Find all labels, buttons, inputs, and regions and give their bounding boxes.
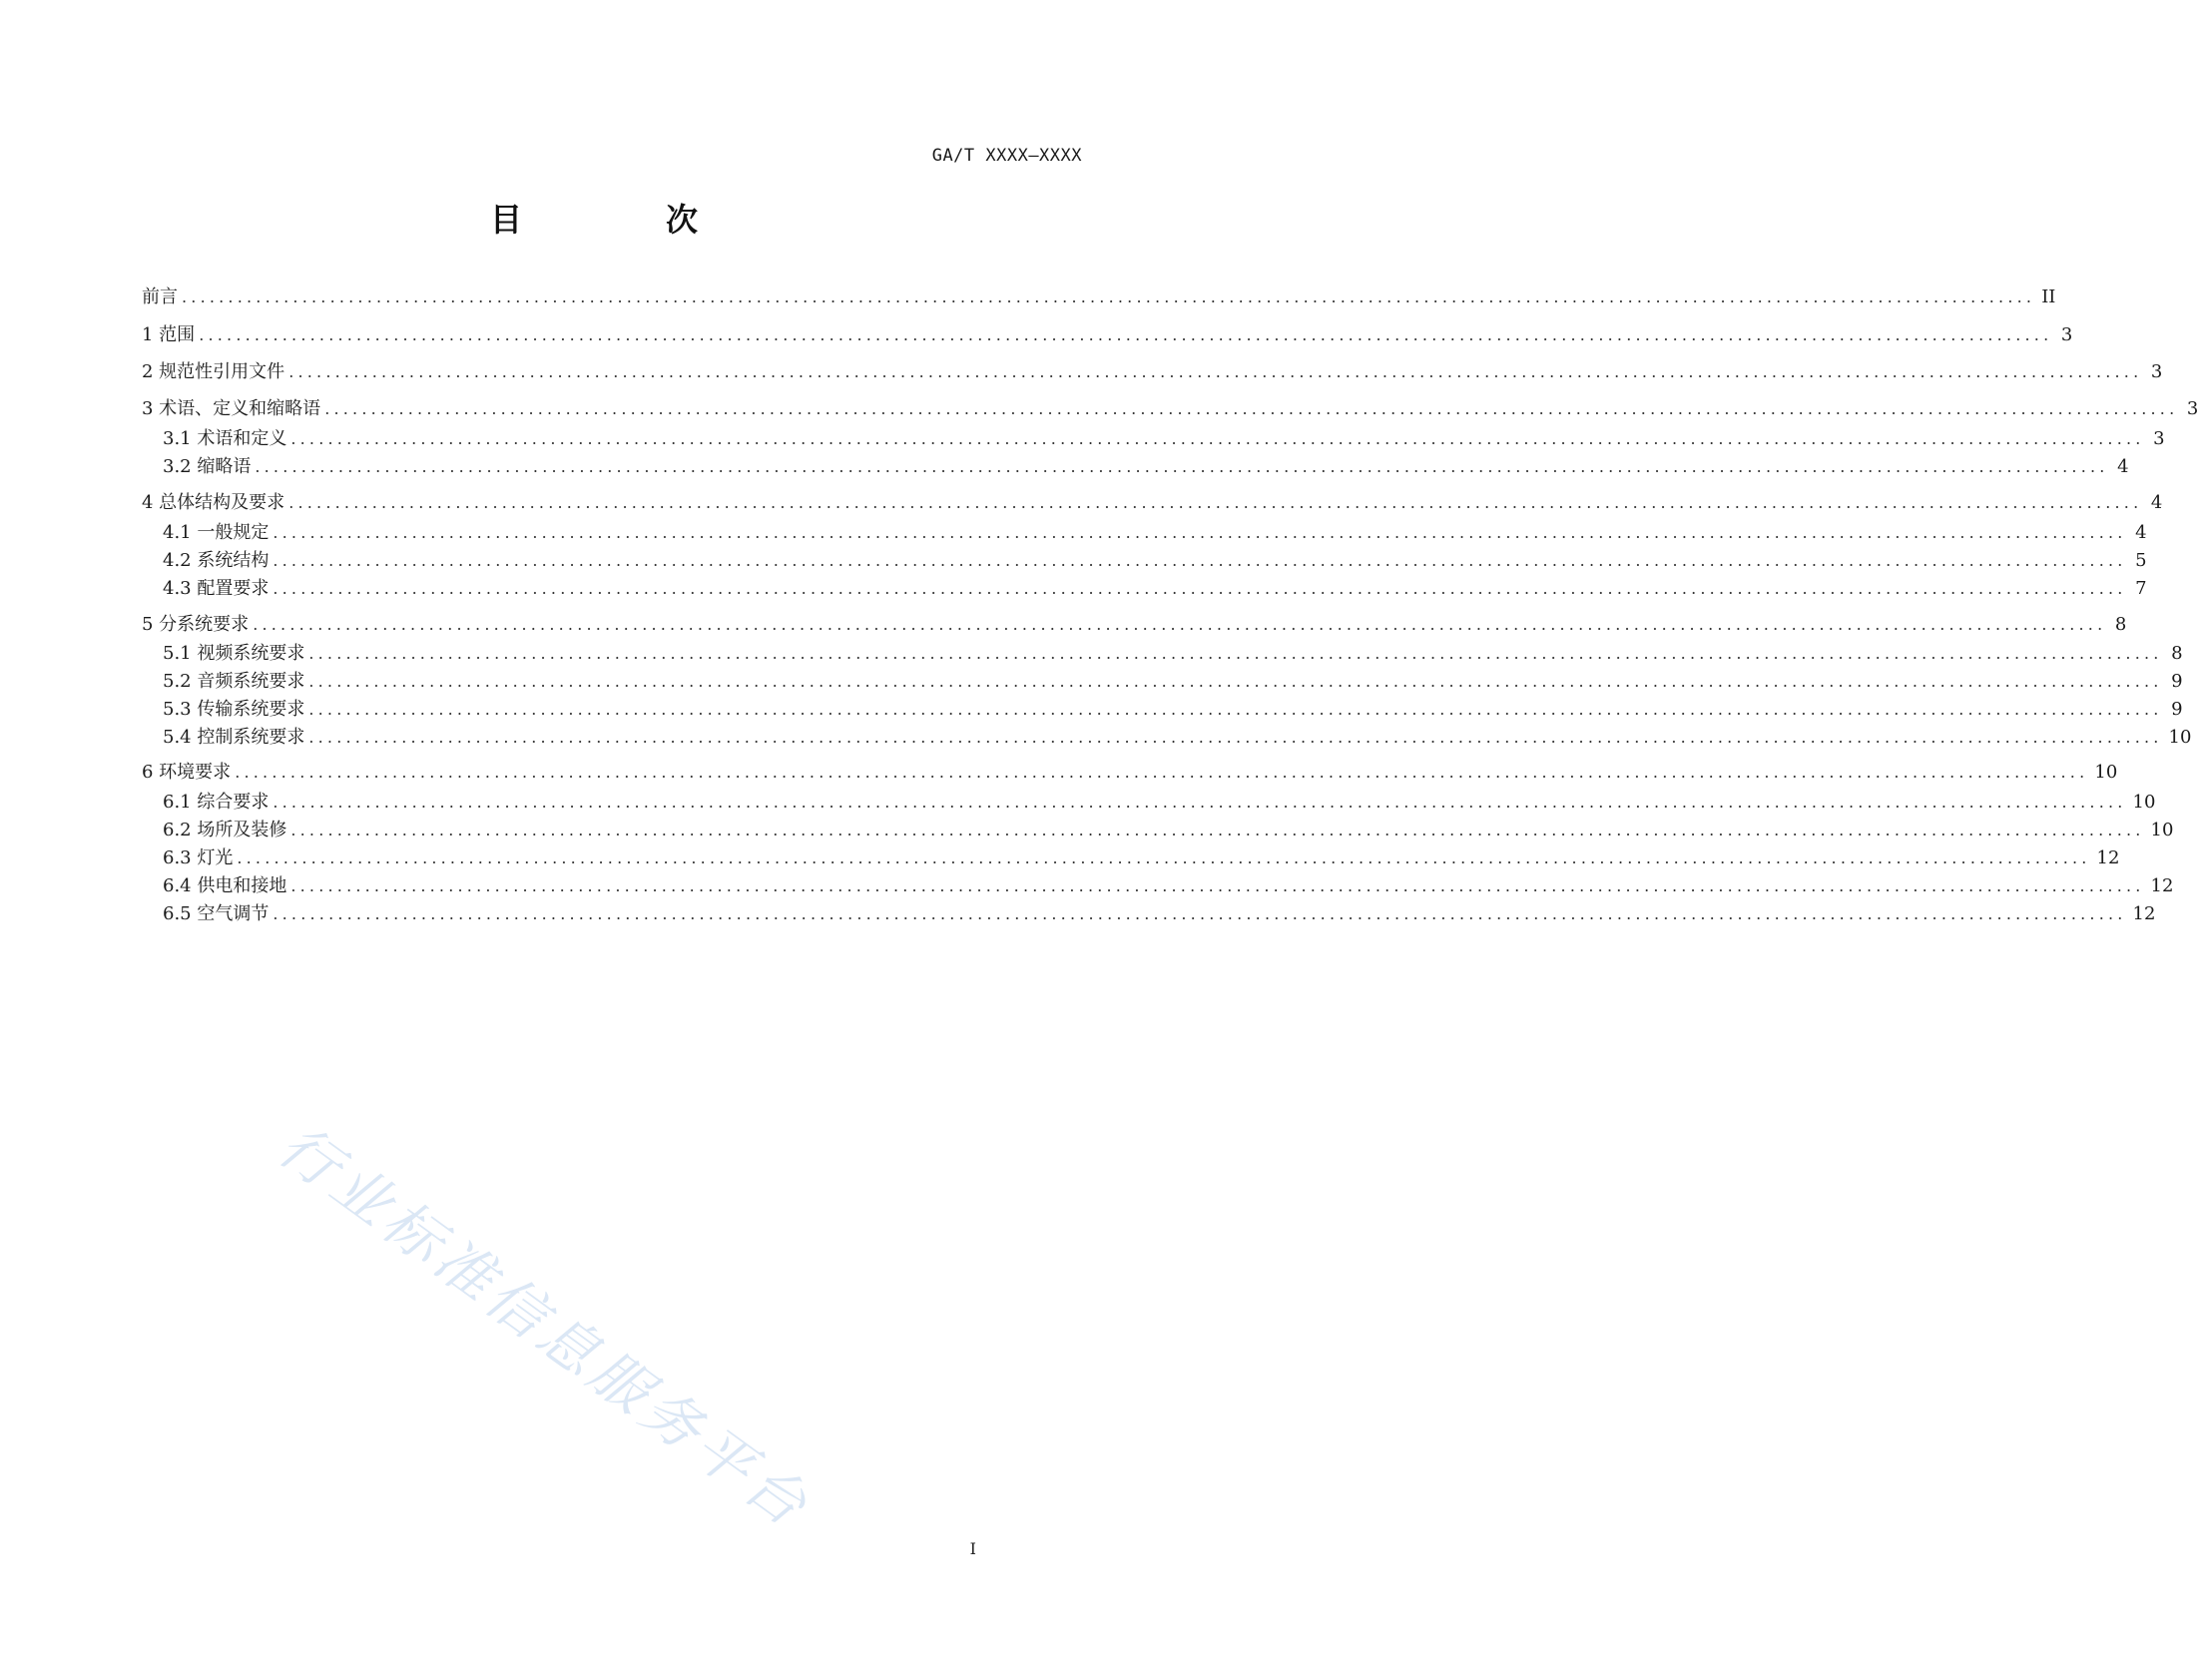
toc-entry[interactable] <box>142 491 2163 515</box>
document-code: GA/T XXXX—XXXX <box>931 146 1082 166</box>
toc-entry-label: 3.1 术语和定义 <box>163 428 287 449</box>
toc-entry[interactable] <box>142 323 2073 347</box>
toc-entry[interactable] <box>142 360 2163 384</box>
toc-dot-leader: ........................................................................................................................................................................................................ <box>199 325 2053 344</box>
toc-entry-page: 10 <box>2132 792 2156 813</box>
toc-dot-leader: ........................................................................................................................................................................................................ <box>288 362 2143 381</box>
toc-entry-label: 3 术语、定义和缩略语 <box>142 398 321 419</box>
toc-entry[interactable] <box>142 397 2198 421</box>
toc-entry-page: 9 <box>2171 699 2183 720</box>
toc-dot-leader: ........................................................................................................................................................................................................ <box>273 523 2127 542</box>
toc-entry-label: 3.2 缩略语 <box>163 456 252 477</box>
toc-dot-leader: ........................................................................................................................................................................................................ <box>308 644 2163 663</box>
toc-entry-label: 6 环境要求 <box>142 762 232 783</box>
toc-entry-page: 10 <box>2150 820 2174 840</box>
toc-entry[interactable] <box>163 521 2147 545</box>
toc-entry-label: 5.1 视频系统要求 <box>163 643 305 664</box>
toc-entry-label: 6.2 场所及装修 <box>163 820 287 840</box>
toc-entry-page: 8 <box>2171 643 2183 664</box>
toc-entry-page: 10 <box>2168 727 2192 748</box>
toc-entry-label: 5.3 传输系统要求 <box>163 699 305 720</box>
toc-entry-page: 12 <box>2096 847 2120 868</box>
toc-entry-label: 6.3 灯光 <box>163 847 234 868</box>
toc-entry[interactable] <box>163 427 2165 451</box>
toc-dot-leader: ........................................................................................................................................................................................................ <box>324 399 2179 418</box>
toc-title: 目 次 <box>489 201 754 239</box>
toc-dot-leader: ........................................................................................................................................................................................................ <box>235 763 2089 782</box>
toc-dot-leader: ........................................................................................................................................................................................................ <box>290 821 2145 840</box>
toc-dot-leader: ........................................................................................................................................................................................................ <box>308 672 2163 691</box>
toc-entry-label: 前言 <box>142 286 178 307</box>
toc-entry[interactable] <box>142 285 2056 309</box>
toc-entry-label: 6.5 空气调节 <box>163 903 270 924</box>
toc-entry-label: 5.4 控制系统要求 <box>163 727 305 748</box>
toc-entry-page: 8 <box>2114 614 2127 635</box>
toc-entry[interactable] <box>163 670 2183 694</box>
toc-entry-label: 4.1 一般规定 <box>163 522 270 543</box>
toc-entry-label: 5.2 音频系统要求 <box>163 671 305 692</box>
toc-entry-label: 2 规范性引用文件 <box>142 361 285 382</box>
toc-entry-label: 5 分系统要求 <box>142 614 250 635</box>
toc-entry[interactable] <box>163 819 2174 842</box>
toc-entry-label: 6.4 供电和接地 <box>163 875 287 896</box>
toc-dot-leader: ........................................................................................................................................................................................................ <box>308 728 2163 747</box>
toc-entry[interactable] <box>163 577 2147 601</box>
toc-dot-leader: ........................................................................................................................................................................................................ <box>255 457 2109 476</box>
toc-entry-label: 1 范围 <box>142 324 196 345</box>
toc-entry[interactable] <box>163 642 2183 666</box>
toc-dot-leader: ........................................................................................................................................................................................................ <box>273 551 2127 570</box>
page-number: I <box>969 1539 976 1558</box>
toc-dot-leader: ........................................................................................................................................................................................................ <box>308 700 2163 719</box>
toc-entry-page: 10 <box>2094 762 2118 783</box>
toc-dot-leader: ........................................................................................................................................................................................................ <box>273 793 2127 812</box>
toc-entry-page: 3 <box>2060 324 2073 345</box>
toc-entry-page: 3 <box>2186 398 2198 419</box>
toc-entry-page: 4 <box>2135 522 2147 543</box>
toc-entry[interactable] <box>163 874 2174 898</box>
toc-entry-label: 4 总体结构及要求 <box>142 492 285 513</box>
toc-entry-page: 7 <box>2135 578 2147 599</box>
toc-entry[interactable] <box>163 846 2120 870</box>
toc-entry[interactable] <box>142 761 2118 785</box>
toc-entry-page: 4 <box>2117 456 2129 477</box>
toc-dot-leader: ........................................................................................................................................................................................................ <box>273 904 2127 923</box>
toc-entry-page: 12 <box>2132 903 2156 924</box>
toc-entry[interactable] <box>142 613 2127 637</box>
toc-dot-leader: ........................................................................................................................................................................................................ <box>290 429 2145 448</box>
toc-entry-page: 9 <box>2171 671 2183 692</box>
toc-entry[interactable] <box>163 726 2192 750</box>
toc-entry-page: 3 <box>2153 428 2165 449</box>
toc-entry[interactable] <box>163 902 2156 926</box>
toc-entry[interactable] <box>163 791 2156 815</box>
toc-dot-leader: ........................................................................................................................................................................................................ <box>182 287 2036 306</box>
watermark: 行业标准信息服务平台 <box>267 1111 824 1542</box>
toc-entry-page: II <box>2041 286 2056 307</box>
toc-dot-leader: ........................................................................................................................................................................................................ <box>253 615 2107 634</box>
toc-entry-label: 4.3 配置要求 <box>163 578 270 599</box>
toc-entry-page: 12 <box>2150 875 2174 896</box>
toc-entry-page: 4 <box>2150 492 2163 513</box>
toc-dot-leader: ........................................................................................................................................................................................................ <box>290 876 2145 895</box>
toc-entry-label: 4.2 系统结构 <box>163 550 270 571</box>
toc-entry-label: 6.1 综合要求 <box>163 792 270 813</box>
toc-dot-leader: ........................................................................................................................................................................................................ <box>288 493 2143 512</box>
toc-dot-leader: ........................................................................................................................................................................................................ <box>273 579 2127 598</box>
toc-entry[interactable] <box>163 549 2147 573</box>
toc-entry-page: 3 <box>2150 361 2163 382</box>
toc-entry-page: 5 <box>2135 550 2147 571</box>
toc-entry[interactable] <box>163 698 2183 722</box>
toc-entry[interactable] <box>163 455 2129 479</box>
toc-dot-leader: ........................................................................................................................................................................................................ <box>237 848 2091 867</box>
